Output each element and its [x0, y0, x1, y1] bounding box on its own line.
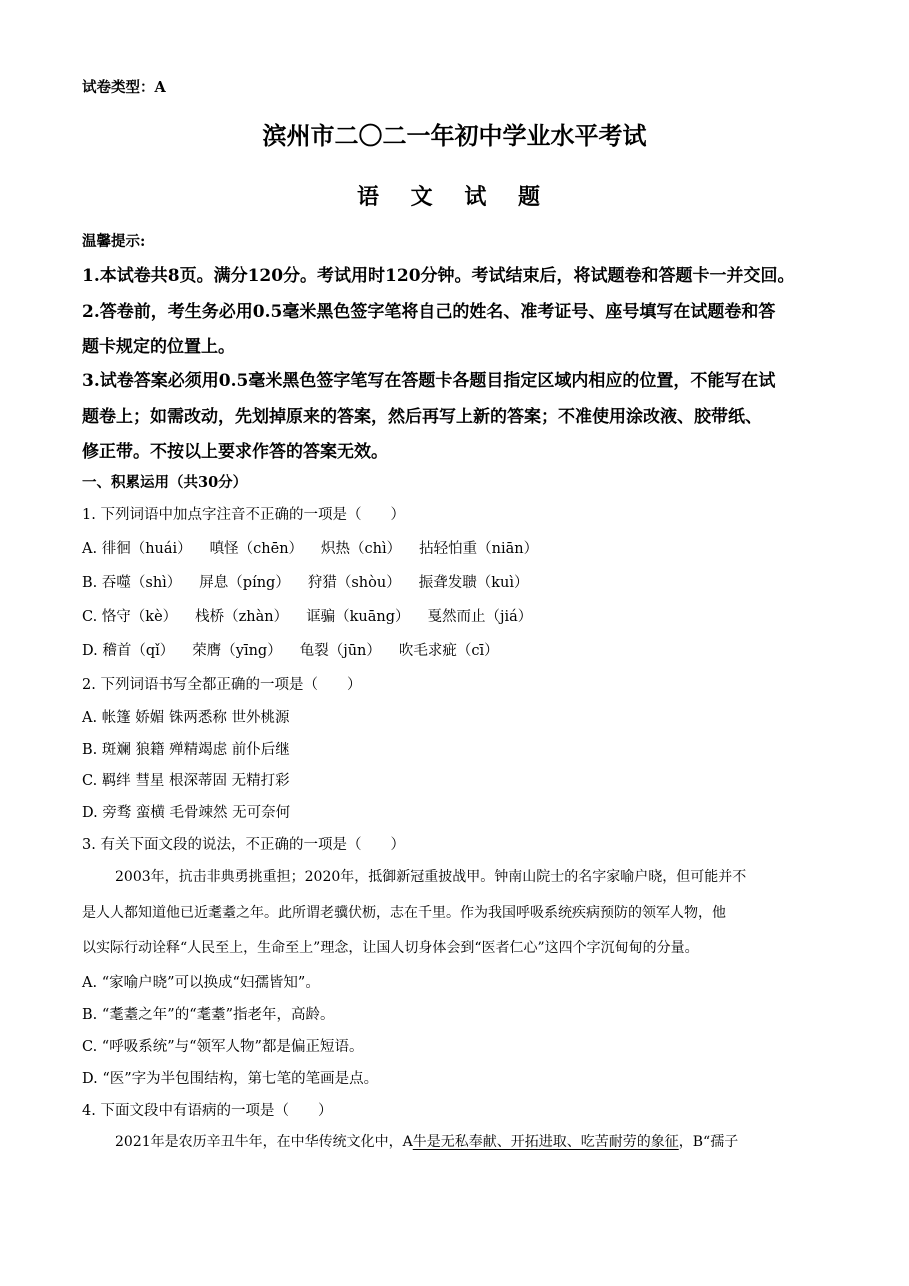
question-3-option-b: B. “耄耋之年”的“耄耋”指老年，高龄。	[82, 1007, 335, 1023]
subject-title: 语 文 试 题	[357, 184, 552, 210]
question-3-passage-line-3: 以实际行动诠释“人民至上，生命至上”理念，让国人切身体会到“医者仁心”这四个字沉甸甸的分量。	[82, 940, 699, 956]
option-word: 诓骗（kuāng）	[306, 609, 410, 625]
option-word: B. 吞噬（shì）	[82, 575, 182, 591]
question-1-option-b	[82, 571, 546, 592]
paper-type: 试卷类型：A	[82, 79, 166, 96]
option-word: 拈轻怕重（niān）	[419, 541, 539, 557]
question-3-option-c: C. “呼吸系统”与“领军人物”都是偏正短语。	[82, 1039, 364, 1055]
question-3-option-d: D. “医”字为半包围结构，第七笔的笔画是点。	[82, 1071, 379, 1087]
question-1-option-d	[82, 639, 517, 660]
tip-line-3: 题卡规定的位置上。	[82, 337, 235, 357]
question-1-option-c	[82, 605, 550, 626]
question-3-passage-line-1: 2003年，抗击非典勇挑重担；2020年，抵御新冠重披战甲。钟南山院士的名字家喻户晓，但可能并不	[115, 869, 747, 885]
tip-line-5: 题卷上；如需改动，先划掉原来的答案，然后再写上新的答案；不准使用涂改液、胶带纸、	[82, 407, 762, 427]
question-1-option-a	[82, 537, 556, 558]
option-word: 荣膺（yīng）	[192, 643, 282, 659]
option-word: 狩猎（shòu）	[307, 575, 401, 591]
question-3-stem: 3. 有关下面文段的说法，不正确的一项是（ ）	[82, 837, 405, 853]
option-word: 戛然而止（jiá）	[427, 609, 533, 625]
tip-line-2: 2.答卷前，考生务必用0.5毫米黑色签字笔将自己的姓名、准考证号、座号填写在试题卷和答	[82, 302, 776, 322]
tip-line-4: 3.试卷答案必须用0.5毫米黑色签字笔写在答题卡各题目指定区域内相应的位置，不能写在试	[82, 371, 776, 391]
option-word: 振聋发聩（kuì）	[418, 575, 529, 591]
tip-line-6: 修正带。不按以上要求作答的答案无效。	[82, 442, 388, 462]
question-2-option-d: D. 旁骛 蛮横 毛骨竦然 无可奈何	[82, 805, 291, 821]
option-word: 炽热（chì）	[321, 541, 402, 557]
question-1-stem: 1. 下列词语中加点字注音不正确的一项是（ ）	[82, 507, 405, 523]
section-heading: 一、积累运用（共30分）	[82, 474, 248, 491]
question-2-option-a: A. 帐篷 娇媚 铢两悉称 世外桃源	[82, 710, 290, 726]
question-3-passage-line-2: 是人人都知道他已近耄耋之年。此所谓老骥伏枥，志在千里。作为我国呼吸系统疾病预防的领军人物，他	[82, 905, 726, 921]
question-4-stem: 4. 下面文段中有语病的一项是（ ）	[82, 1103, 333, 1119]
option-word: D. 稽首（qǐ）	[82, 643, 175, 659]
passage-text: ，B“孺子	[678, 1134, 739, 1150]
option-word: 屏息（píng）	[199, 575, 290, 591]
underlined-sentence-a: 牛是无私奉献、开拓进取、吃苦耐劳的象征	[412, 1134, 679, 1150]
exam-title: 滨州市二〇二一年初中学业水平考试	[262, 121, 647, 150]
passage-text: 2021年是农历辛丑牛年，在中华传统文化中，A	[115, 1134, 413, 1150]
tips-heading: 温馨提示:	[82, 233, 146, 250]
option-word: 嗔怪（chēn）	[209, 541, 304, 557]
option-word: 龟裂（jūn）	[299, 643, 381, 659]
option-word: C. 恪守（kè）	[82, 609, 178, 625]
question-2-option-c: C. 羁绊 彗星 根深蒂固 无精打彩	[82, 773, 290, 789]
option-word: 吹毛求疵（cī）	[398, 643, 499, 659]
question-3-option-a: A. “家喻户晓”可以换成“妇孺皆知”。	[82, 975, 320, 991]
option-word: 栈桥（zhàn）	[195, 609, 289, 625]
option-word: A. 徘徊（huái）	[82, 541, 192, 557]
question-4-passage-line-1	[115, 1131, 738, 1151]
question-2-stem: 2. 下列词语书写全都正确的一项是（ ）	[82, 677, 362, 693]
question-2-option-b: B. 斑斓 狼籍 殚精竭虑 前仆后继	[82, 742, 290, 758]
tip-line-1: 1.本试卷共8页。满分120分。考试用时120分钟。考试结束后，将试题卷和答题卡一并交回。	[82, 266, 795, 286]
